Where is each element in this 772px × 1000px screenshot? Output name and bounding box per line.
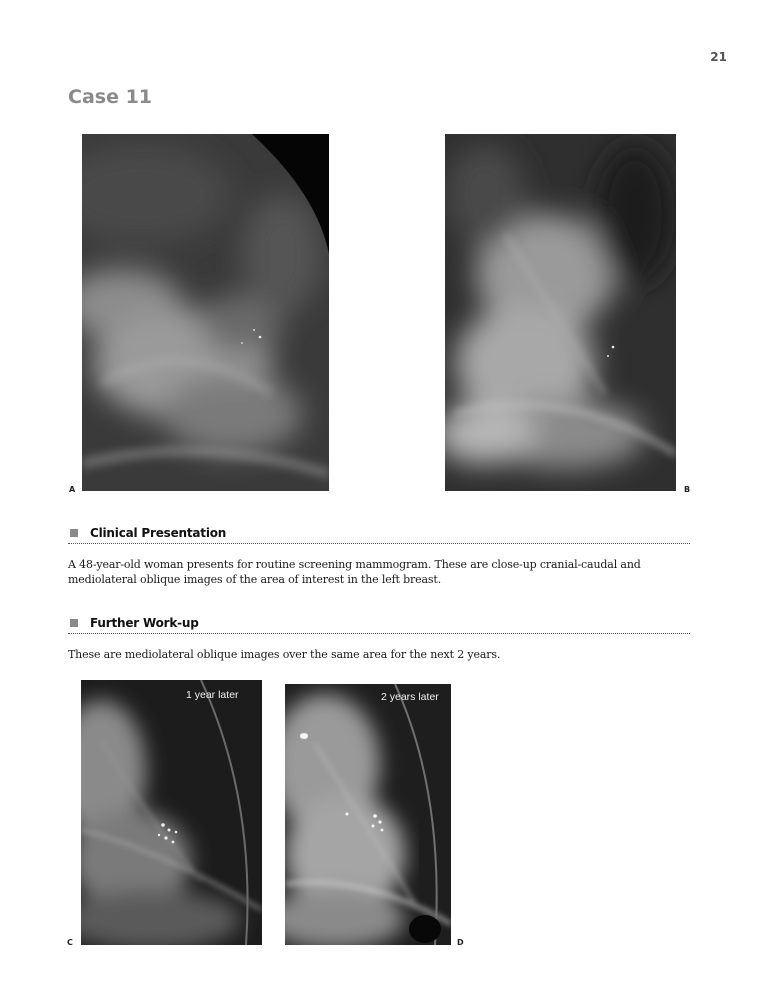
section-header [68,616,690,634]
figure-label-c: C [67,938,73,947]
figure-label-d: D [457,938,464,947]
section-heading: Further Work-up [90,616,199,630]
further-workup-section [68,616,690,662]
figure-label-a: A [69,485,76,494]
timepoint-overlay-d: 2 years later [381,691,439,703]
figure-label-b: B [684,485,691,494]
case-title: Case 11 [68,86,153,108]
page-number: 21 [710,50,727,64]
mammogram-image-b [445,134,676,491]
clinical-presentation-section [68,526,690,587]
square-bullet-icon [70,529,78,537]
square-bullet-icon [70,619,78,627]
section-body-text: A 48-year-old woman presents for routine screening mammogram. These are close-up cranial-caudal and mediolateral oblique images of the area of interest in the left breast. [68,558,641,586]
mammogram-image-c [81,680,262,945]
section-body-text: These are mediolateral oblique images over the same area for the next 2 years. [68,648,501,661]
section-heading: Clinical Presentation [90,526,227,540]
mammogram-image-a [82,134,329,491]
section-header [68,526,690,544]
timepoint-overlay-c: 1 year later [186,689,239,701]
mammogram-image-d [285,684,451,945]
